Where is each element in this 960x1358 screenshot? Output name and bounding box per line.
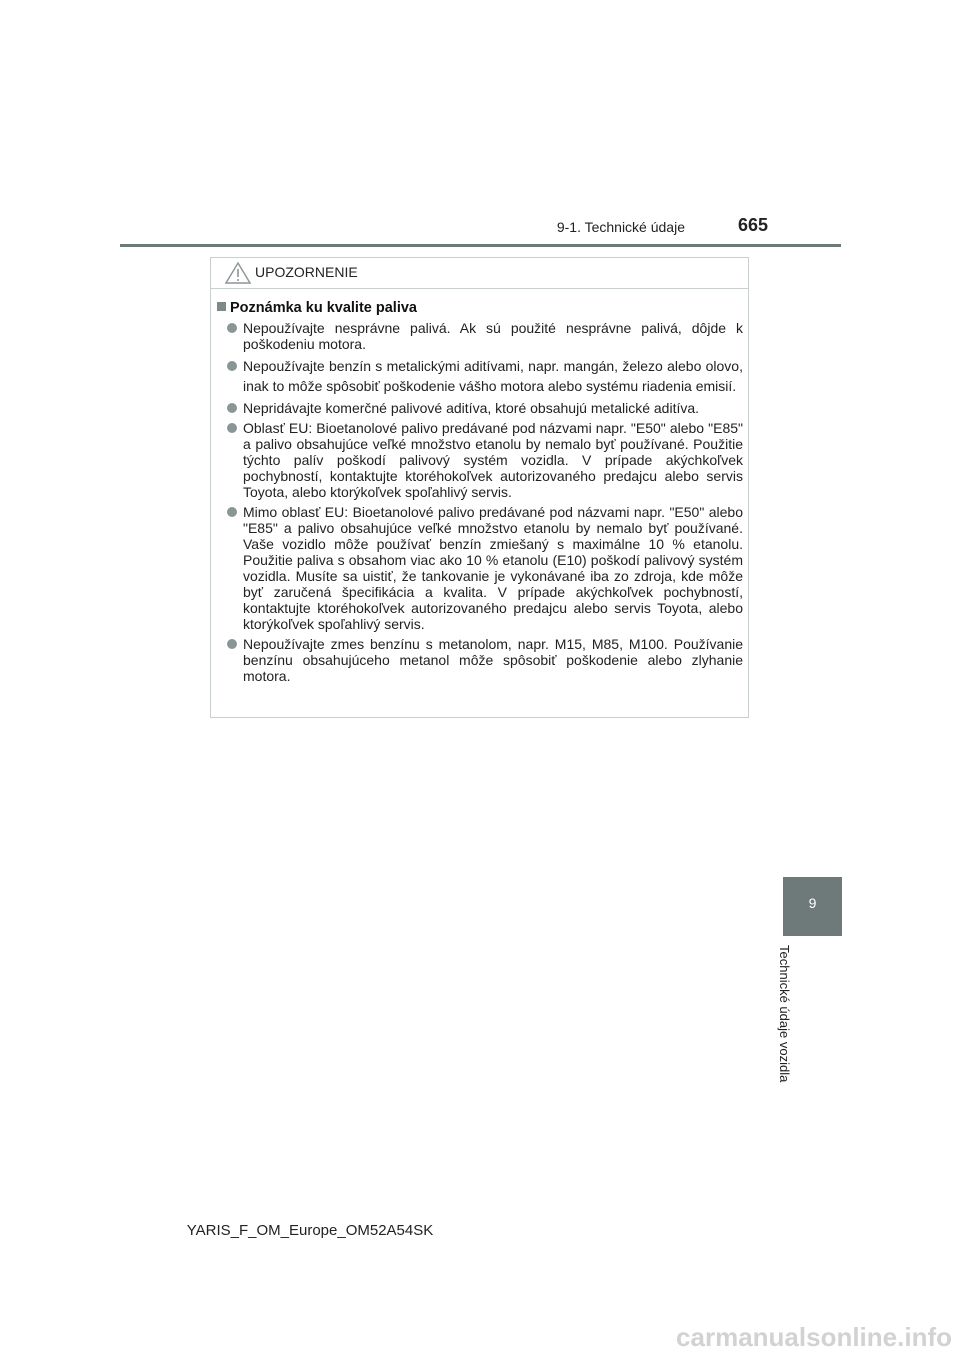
footer-document-code: YARIS_F_OM_Europe_OM52A54SK [186,1222,434,1239]
warning-triangle-icon [225,262,251,284]
list-item [227,356,743,396]
caution-header [211,258,748,289]
list-item-text: Oblasť EU: Bioetanolové palivo predávané pod názvami napr. "E50" alebo "E85" a palivo obsahujúce veľké množstvo etanolu by nemalo byť používané. Použitie týchto palív poškodí palivový systém vozidla. V prípade akýchkoľvek pochybností, kontaktujte ktoréhokoľvek autorizovaného predajcu alebo servis Toyota, alebo ktorýkoľvek spoľahlivý servis. [243,420,743,500]
chapter-label-text: Technické údaje vozidla [777,945,792,1083]
bullet-dot-icon [227,323,237,333]
caution-title: UPOZORNENIE [255,264,358,280]
list-item-text: Nepoužívajte zmes benzínu s metanolom, napr. M15, M85, M100. Používanie benzínu obsahujúceho metanol môže spôsobiť poškodenie alebo zlyhanie motora. [243,636,743,684]
square-bullet-icon [217,302,226,311]
bullet-dot-icon [227,507,237,517]
header-rule [120,244,841,247]
caution-list [227,320,743,688]
header-section-title: 9-1. Technické údaje [556,219,685,235]
list-item [227,400,743,416]
bullet-dot-icon [227,403,237,413]
list-item-text: Mimo oblasť EU: Bioetanolové palivo predávané pod názvami napr. "E50" alebo "E85" a palivo obsahujúce veľké množstvo etanolu by nemalo byť používané. Vaše vozidlo môže používať benzín zmiešaný s maximálne 10 % etanolu. Použitie paliva s obsahom viac ako 10 % etanolu (E10) poškodí palivový systém vozidla. Musíte sa uistiť, že tankovanie je vykonávané iba zo zdroja, kde môže byť zaručená špecifikácia a kvalita. V prípade akýchkoľvek pochybností, kontaktujte ktoréhokoľvek autorizovaného predajcu alebo servis Toyota, alebo ktorýkoľvek spoľahlivý servis. [243,504,743,632]
page-number: 665 [738,215,769,235]
list-item [227,420,743,500]
list-item-text: Nepridávajte komerčné palivové aditíva, ktoré obsahujú metalické aditíva. [243,400,700,416]
bullet-dot-icon [227,639,237,649]
watermark: carmanualsonline.info [676,1322,952,1352]
list-item [227,504,743,632]
list-item [227,320,743,352]
chapter-tab[interactable] [783,877,842,936]
section-heading [217,300,417,316]
section-heading-text: Poznámka ku kvalite paliva [230,300,417,316]
list-item-text: Nepoužívajte benzín s metalickými aditívami, napr. mangán, železo alebo olovo, inak to môže spôsobiť poškodenie vášho motora alebo systému riadenia emisií. [243,358,743,394]
caution-box [210,257,749,718]
list-item-text: Nepoužívajte nesprávne palivá. Ak sú použité nesprávne palivá, dôjde k poškodeniu motora. [243,320,743,352]
bullet-dot-icon [227,423,237,433]
chapter-label [772,945,812,1100]
chapter-tab-number: 9 [808,895,817,911]
bullet-dot-icon [227,361,237,371]
list-item [227,636,743,684]
